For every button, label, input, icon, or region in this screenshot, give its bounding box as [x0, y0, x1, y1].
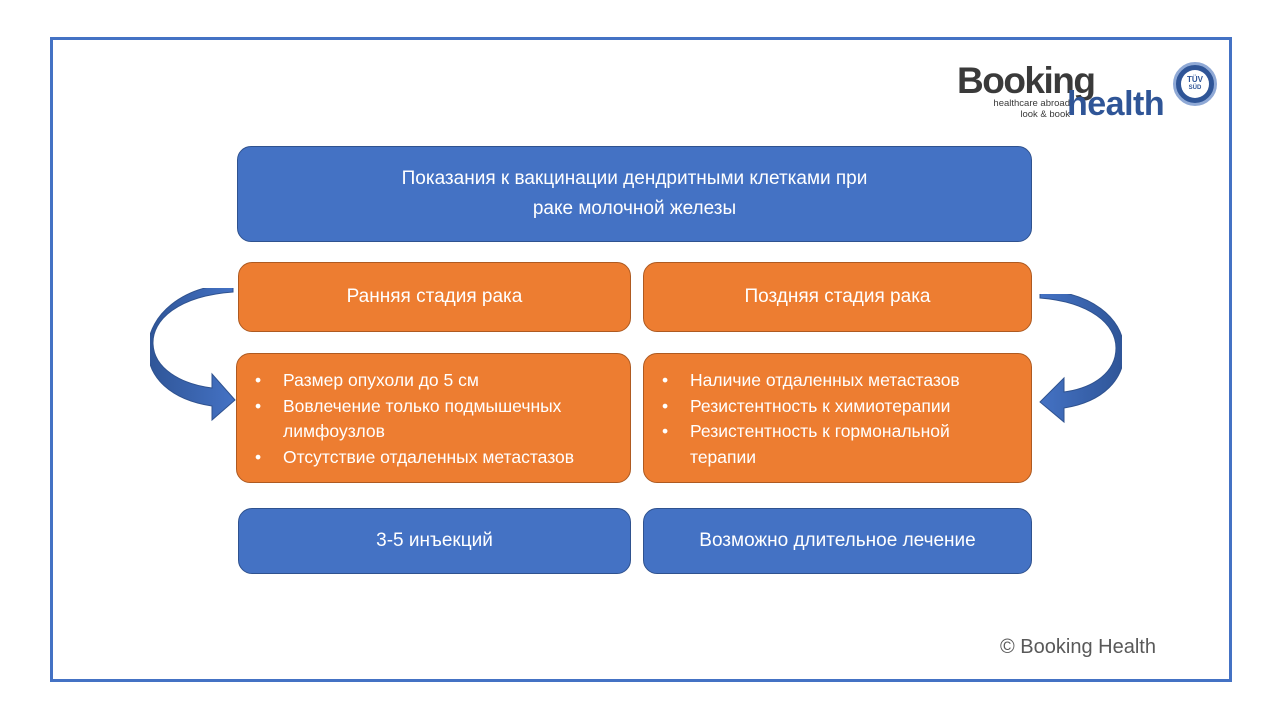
- early-treatment-box: [238, 508, 631, 574]
- late-criteria-list: [644, 354, 1031, 470]
- title-line-2: раке молочной железы: [532, 198, 737, 219]
- late-criteria-box: [643, 353, 1032, 483]
- early-criteria-list: [237, 354, 630, 470]
- curved-arrow-right-icon: [1038, 294, 1122, 424]
- early-treatment-label: 3-5 инъекций: [376, 530, 493, 551]
- late-criterion-1: • Наличие отдаленных метастазов: [662, 368, 1017, 394]
- early-stage-box: [238, 262, 631, 332]
- booking-health-logo: [955, 60, 1225, 126]
- logo-tagline-1: healthcare abroad: [993, 98, 1070, 109]
- logo-tagline-2: look & book: [1020, 109, 1070, 120]
- early-criteria-box: [236, 353, 631, 483]
- early-criterion-1: • Размер опухоли до 5 см: [255, 368, 616, 394]
- curved-arrow-left-icon: [150, 288, 240, 424]
- logo-brand-top: Booking: [957, 60, 1095, 101]
- cert-sub: SÜD: [1188, 85, 1202, 91]
- early-criterion-3: • Отсутствие отдаленных метастазов: [255, 445, 616, 471]
- late-stage-label: Поздняя стадия рака: [744, 286, 931, 307]
- early-criterion-2: • Вовлечение только подмышечных лимфоузлов: [255, 394, 616, 445]
- late-criterion-3: • Резистентность к гормональной терапии: [662, 419, 1017, 470]
- copyright-text: © Booking Health: [1000, 636, 1156, 658]
- late-stage-box: [643, 262, 1032, 332]
- tuv-certification-icon: [1173, 62, 1217, 106]
- early-stage-label: Ранняя стадия рака: [346, 286, 523, 307]
- logo-brand-bottom: health: [1067, 85, 1165, 123]
- cert-text: TÜV: [1187, 75, 1203, 84]
- late-criterion-2: • Резистентность к химиотерапии: [662, 394, 1017, 420]
- late-treatment-label: Возможно длительное лечение: [699, 530, 976, 551]
- title-box: [237, 146, 1032, 242]
- title-line-1: Показания к вакцинации дендритными клетками при: [401, 168, 868, 189]
- late-treatment-box: [643, 508, 1032, 574]
